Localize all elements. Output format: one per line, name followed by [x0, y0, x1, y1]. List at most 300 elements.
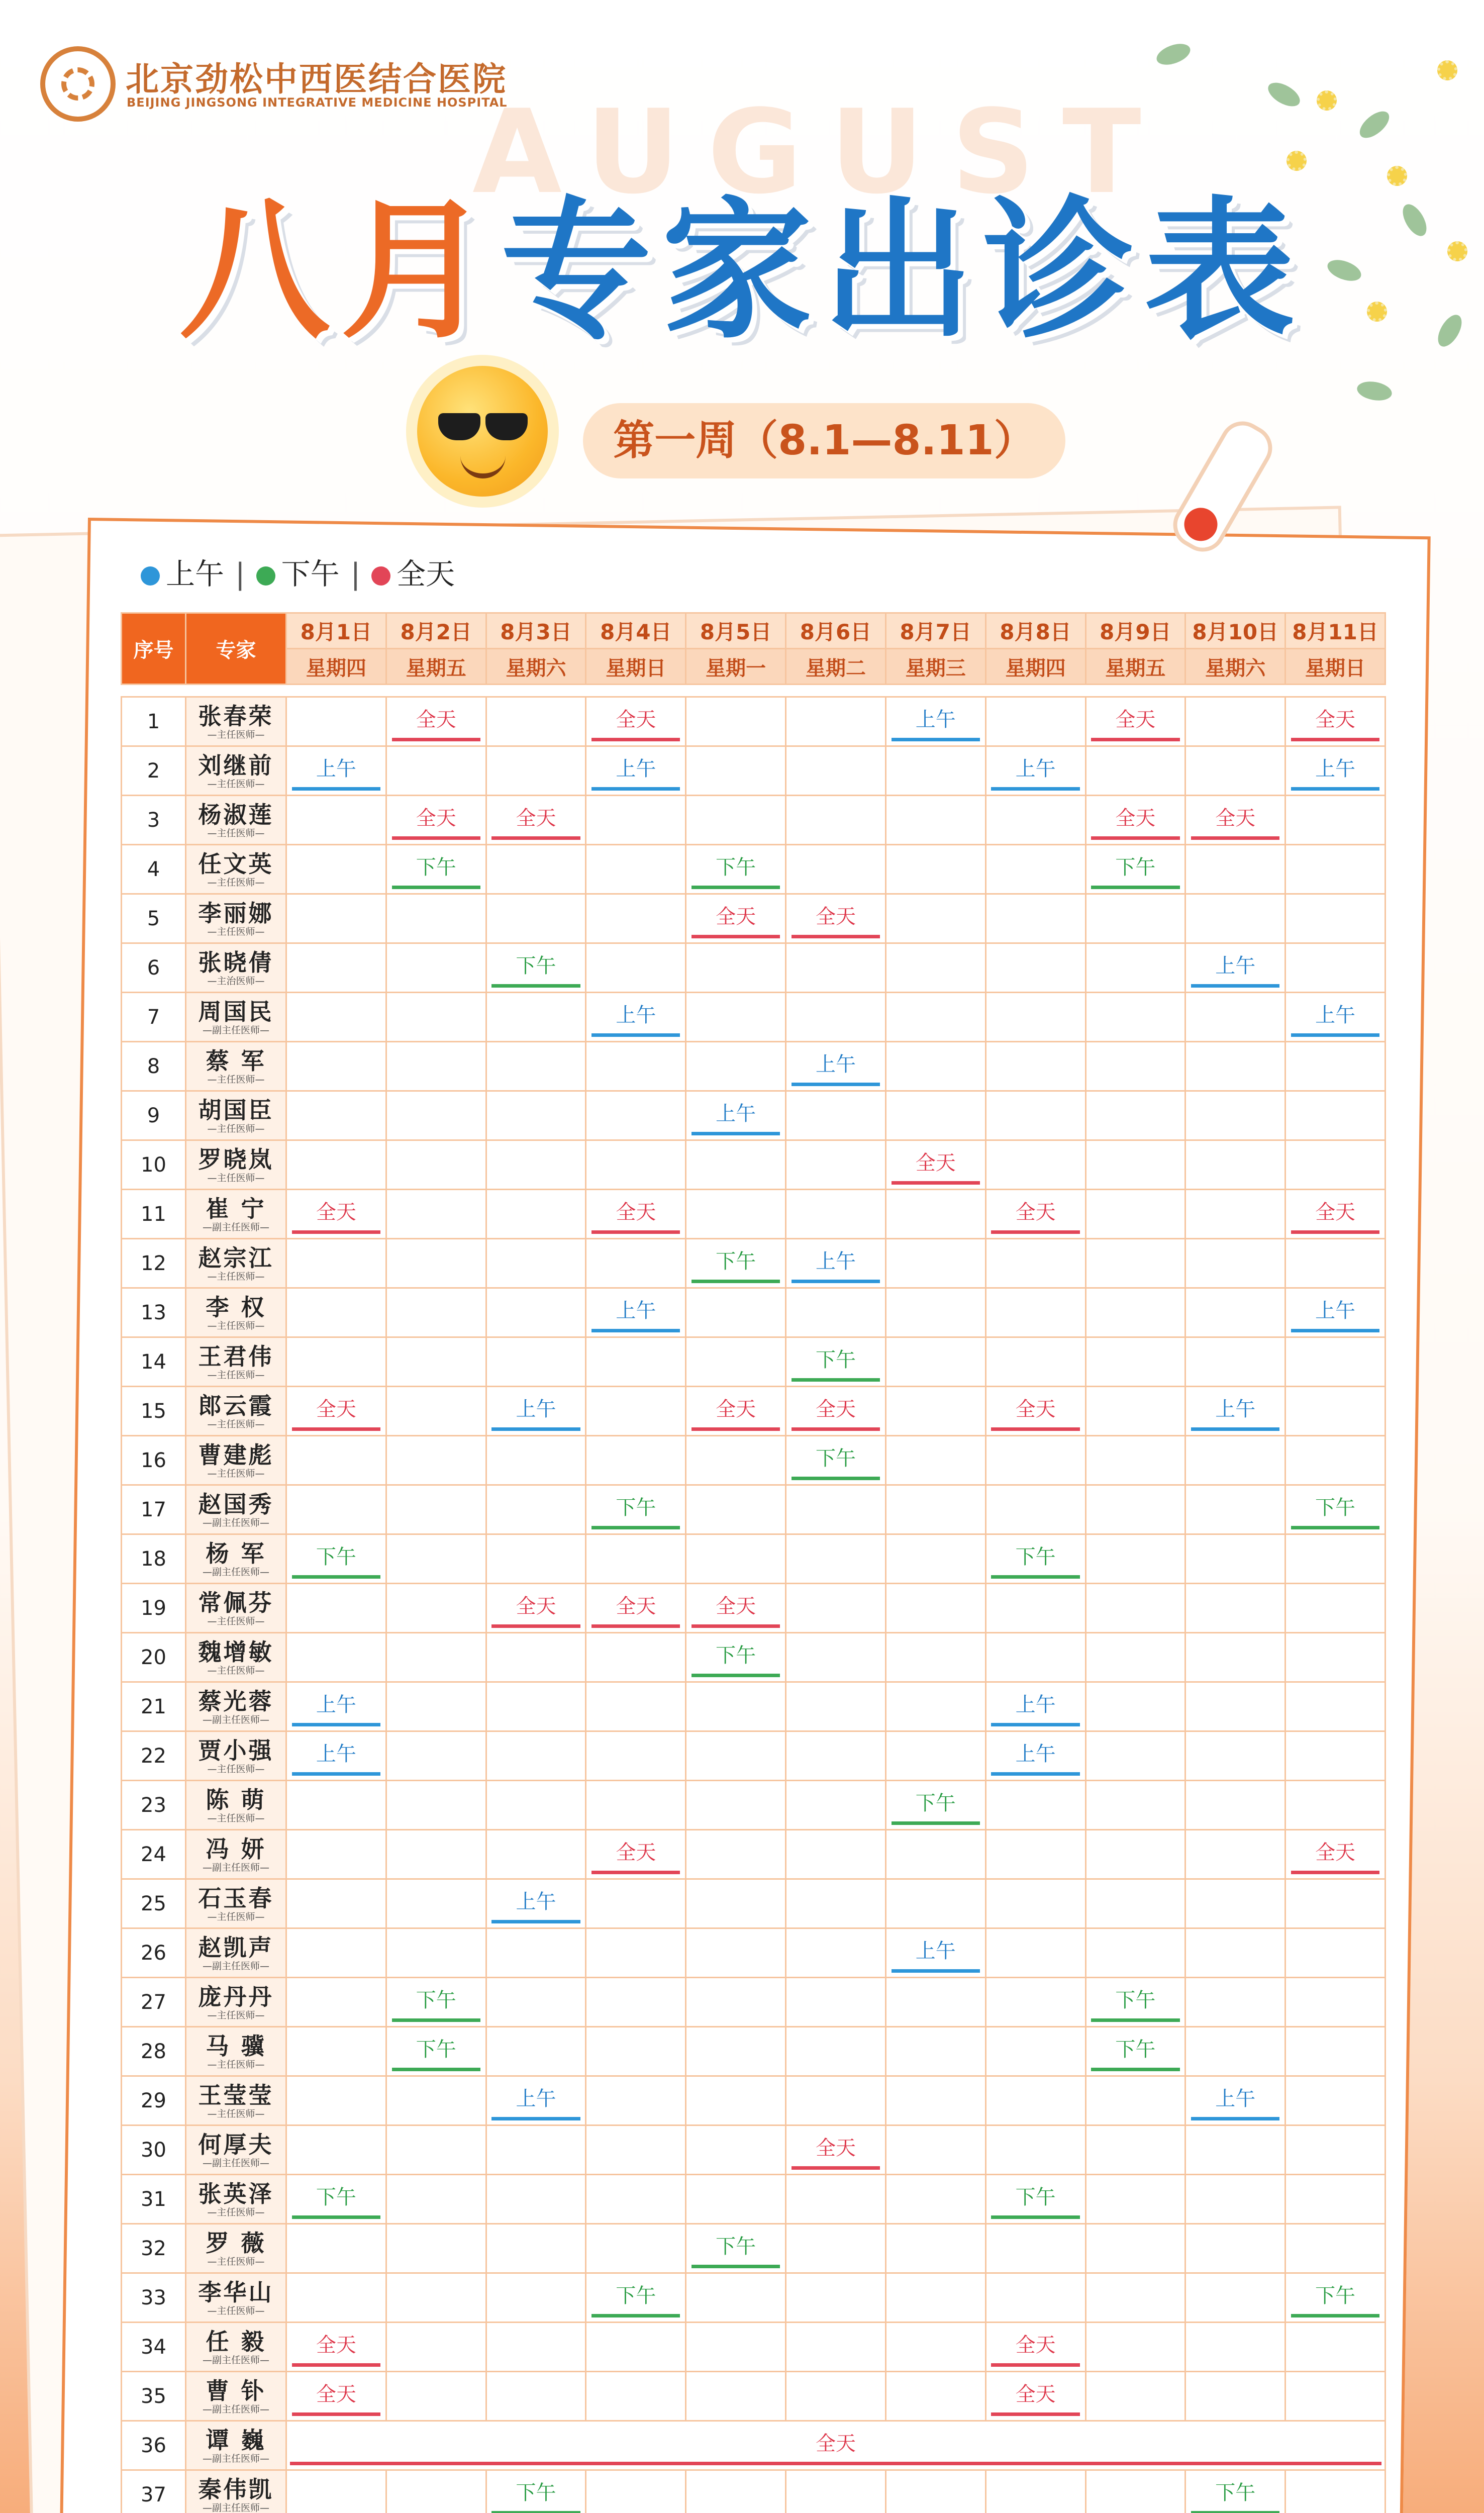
header-index: 序号	[122, 613, 186, 685]
slot-fullday: 全天	[292, 1194, 380, 1234]
header-weekday: 星期五	[1085, 649, 1185, 685]
schedule-cell	[686, 1337, 786, 1387]
doctor-cell	[186, 1633, 286, 1682]
row-index: 6	[122, 943, 186, 993]
table-row	[122, 2027, 1386, 2076]
header-date: 8月4日	[586, 613, 686, 649]
schedule-cell	[386, 1534, 486, 1584]
schedule-cell	[1285, 2076, 1386, 2125]
schedule-cell	[1185, 1091, 1285, 1140]
schedule-cell	[1085, 697, 1185, 746]
schedule-cell	[686, 1436, 786, 1485]
row-index: 33	[122, 2273, 186, 2323]
schedule-cell	[1085, 1781, 1185, 1830]
schedule-cell	[686, 1978, 786, 2027]
schedule-cell	[286, 1633, 386, 1682]
schedule-cell	[386, 746, 486, 796]
schedule-cell	[486, 1584, 586, 1633]
schedule-cell	[1185, 1140, 1285, 1190]
schedule-cell	[586, 2125, 686, 2175]
schedule-cell	[1185, 2470, 1285, 2513]
title-main: 专家出诊表	[501, 183, 1305, 359]
schedule-cell	[1085, 1830, 1185, 1879]
schedule-cell	[1185, 1190, 1285, 1239]
schedule-cell	[486, 2470, 586, 2513]
doctor-title: —主任医师—	[207, 1911, 265, 1922]
schedule-cell	[486, 1731, 586, 1781]
schedule-cell	[686, 1239, 786, 1288]
header-weekday: 星期六	[1185, 649, 1285, 685]
schedule-cell	[1285, 2224, 1386, 2273]
row-index: 9	[122, 1091, 186, 1140]
schedule-cell	[1085, 1682, 1185, 1731]
schedule-cell	[486, 943, 586, 993]
row-index: 12	[122, 1239, 186, 1288]
header-weekday: 星期日	[586, 649, 686, 685]
legend-morning-dot-icon	[141, 566, 160, 586]
doctor-name: 曹 钋	[206, 2377, 266, 2404]
schedule-table	[121, 612, 1386, 2513]
schedule-cell	[486, 2175, 586, 2224]
schedule-cell	[1285, 2125, 1386, 2175]
slot-morning: 上午	[792, 1243, 880, 1283]
slot-afternoon: 下午	[392, 2032, 480, 2071]
row-index: 18	[122, 1534, 186, 1584]
schedule-cell	[1085, 1584, 1185, 1633]
schedule-cell	[885, 1534, 985, 1584]
slot-fullday: 全天	[792, 1391, 880, 1431]
schedule-cell	[586, 2273, 686, 2323]
schedule-cell	[885, 1387, 985, 1436]
schedule-cell	[286, 1091, 386, 1140]
schedule-cell-allweek	[286, 2421, 1386, 2470]
slot-afternoon: 下午	[292, 2179, 380, 2219]
slot-fullday: 全天	[991, 2327, 1079, 2367]
doctor-name: 何厚夫	[198, 2131, 274, 2158]
schedule-cell	[985, 1288, 1085, 1337]
schedule-cell	[1285, 2273, 1386, 2323]
slot-fullday: 全天	[491, 1588, 580, 1628]
schedule-cell	[985, 1731, 1085, 1781]
header-date: 8月9日	[1085, 613, 1185, 649]
doctor-name: 秦伟凯	[198, 2475, 274, 2503]
doctor-name: 曹建彪	[198, 1441, 274, 1469]
schedule-cell	[985, 2372, 1085, 2421]
schedule-cell	[1185, 1584, 1285, 1633]
schedule-cell	[1285, 943, 1386, 993]
slot-fullday: 全天	[691, 1588, 780, 1628]
row-index: 3	[122, 796, 186, 845]
schedule-cell	[1085, 1239, 1185, 1288]
schedule-cell	[686, 1584, 786, 1633]
schedule-cell	[1285, 1436, 1386, 1485]
slot-afternoon: 下午	[691, 2229, 780, 2268]
schedule-cell	[386, 1781, 486, 1830]
table-row	[122, 2224, 1386, 2273]
slot-morning: 上午	[691, 1096, 780, 1135]
doctor-title: —主任医师—	[207, 2059, 265, 2070]
schedule-cell	[1185, 2125, 1285, 2175]
schedule-cell	[786, 1387, 886, 1436]
doctor-name: 任文英	[198, 850, 274, 878]
doctor-name: 周国民	[198, 998, 274, 1025]
schedule-cell	[586, 2224, 686, 2273]
schedule-cell	[786, 2125, 886, 2175]
schedule-cell	[1285, 1288, 1386, 1337]
schedule-cell	[486, 1978, 586, 2027]
schedule-cell	[1085, 2027, 1185, 2076]
doctor-cell	[186, 894, 286, 943]
schedule-cell	[1185, 1633, 1285, 1682]
schedule-cell	[586, 1731, 686, 1781]
table-row	[122, 1042, 1386, 1091]
slot-morning: 上午	[991, 1736, 1079, 1776]
schedule-cell	[1085, 1190, 1185, 1239]
row-index: 19	[122, 1584, 186, 1633]
schedule-cell	[985, 1239, 1085, 1288]
schedule-cell	[686, 1928, 786, 1978]
schedule-cell	[686, 2470, 786, 2513]
schedule-cell	[686, 2125, 786, 2175]
schedule-cell	[985, 1879, 1085, 1928]
doctor-name: 胡国臣	[198, 1096, 274, 1124]
schedule-cell	[686, 2027, 786, 2076]
schedule-cell	[885, 1190, 985, 1239]
slot-fullday: 全天	[392, 702, 480, 741]
row-index: 10	[122, 1140, 186, 1190]
table-row	[122, 2372, 1386, 2421]
schedule-cell	[486, 1288, 586, 1337]
schedule-cell	[486, 2372, 586, 2421]
doctor-name: 谭 巍	[206, 2426, 266, 2454]
header-date: 8月2日	[386, 613, 486, 649]
schedule-cell	[1185, 746, 1285, 796]
doctor-title: —副主任医师—	[202, 1960, 269, 1972]
schedule-cell	[885, 1091, 985, 1140]
schedule-cell	[486, 1928, 586, 1978]
schedule-cell	[686, 1682, 786, 1731]
schedule-cell	[286, 1781, 386, 1830]
schedule-cell	[1285, 1534, 1386, 1584]
schedule-cell	[985, 2273, 1085, 2323]
schedule-cell	[1285, 1140, 1386, 1190]
hospital-name-cn: 北京劲松中西医结合医院	[126, 60, 507, 99]
schedule-cell	[686, 1190, 786, 1239]
schedule-cell	[386, 1830, 486, 1879]
schedule-cell	[1185, 1830, 1285, 1879]
slot-morning: 上午	[1291, 751, 1379, 791]
schedule-cell	[885, 2273, 985, 2323]
schedule-cell	[1185, 993, 1285, 1042]
table-row	[122, 2323, 1386, 2372]
schedule-cell	[985, 2470, 1085, 2513]
schedule-cell	[286, 1584, 386, 1633]
schedule-cell	[1185, 1288, 1285, 1337]
slot-fullday: 全天	[591, 702, 680, 741]
doctor-name: 张春荣	[198, 702, 274, 730]
schedule-cell	[686, 2372, 786, 2421]
schedule-cell	[985, 943, 1085, 993]
legend-afternoon-dot-icon	[256, 566, 275, 586]
schedule-cell	[686, 1140, 786, 1190]
schedule-cell	[1285, 1682, 1386, 1731]
schedule-cell	[786, 1337, 886, 1387]
schedule-cell	[1185, 1337, 1285, 1387]
doctor-title: —主任医师—	[207, 2305, 265, 2316]
schedule-cell	[486, 2323, 586, 2372]
slot-fullday: 全天	[792, 899, 880, 938]
table-row	[122, 2125, 1386, 2175]
schedule-cell	[985, 697, 1085, 746]
doctor-title: —副主任医师—	[202, 2157, 269, 2169]
doctor-name: 崔 宁	[206, 1195, 266, 1222]
row-index: 24	[122, 1830, 186, 1879]
schedule-cell	[686, 894, 786, 943]
schedule-cell	[286, 1288, 386, 1337]
schedule-cell	[1085, 1436, 1185, 1485]
doctor-name: 杨淑莲	[198, 801, 274, 828]
schedule-cell	[786, 1239, 886, 1288]
doctor-title: —主任医师—	[207, 2206, 265, 2218]
table-row	[122, 1534, 1386, 1584]
table-row	[122, 1584, 1386, 1633]
schedule-cell	[1085, 1140, 1185, 1190]
header-weekday: 星期二	[786, 649, 886, 685]
slot-afternoon: 下午	[792, 1440, 880, 1480]
schedule-cell	[885, 894, 985, 943]
slot-morning: 上午	[591, 997, 680, 1037]
schedule-cell	[1085, 1978, 1185, 2027]
schedule-cell	[686, 1879, 786, 1928]
schedule-cell	[885, 2372, 985, 2421]
schedule-cell	[486, 1485, 586, 1534]
schedule-cell	[286, 796, 386, 845]
schedule-cell	[786, 2027, 886, 2076]
row-index: 27	[122, 1978, 186, 2027]
schedule-cell	[486, 2224, 586, 2273]
schedule-cell	[1185, 1731, 1285, 1781]
schedule-cell	[286, 2175, 386, 2224]
schedule-cell	[386, 1436, 486, 1485]
schedule-cell	[686, 746, 786, 796]
doctor-title: —主治医师—	[207, 975, 265, 987]
schedule-cell	[985, 2323, 1085, 2372]
schedule-cell	[985, 1337, 1085, 1387]
schedule-cell	[786, 894, 886, 943]
schedule-cell	[1185, 894, 1285, 943]
schedule-cell	[1085, 2273, 1185, 2323]
slot-morning: 上午	[591, 751, 680, 791]
doctor-cell	[186, 1879, 286, 1928]
doctor-name: 杨 军	[206, 1539, 266, 1567]
slot-afternoon: 下午	[591, 1490, 680, 1529]
schedule-cell	[286, 746, 386, 796]
slot-morning: 上午	[1191, 2081, 1279, 2120]
schedule-cell	[1085, 2224, 1185, 2273]
schedule-cell	[985, 1387, 1085, 1436]
schedule-cell	[386, 894, 486, 943]
schedule-cell	[985, 1978, 1085, 2027]
schedule-cell	[486, 1140, 586, 1190]
schedule-cell	[885, 1879, 985, 1928]
header-weekday: 星期四	[286, 649, 386, 685]
schedule-cell	[1185, 2372, 1285, 2421]
table-row	[122, 1928, 1386, 1978]
schedule-cell	[1285, 1830, 1386, 1879]
slot-morning: 上午	[591, 1293, 680, 1332]
schedule-cell	[985, 1928, 1085, 1978]
schedule-cell	[985, 1436, 1085, 1485]
schedule-cell	[1085, 1485, 1185, 1534]
schedule-cell	[486, 1436, 586, 1485]
table-row	[122, 894, 1386, 943]
slot-fullday: 全天	[1291, 1194, 1379, 1234]
schedule-cell	[586, 2076, 686, 2125]
schedule-cell	[885, 845, 985, 894]
slot-morning: 上午	[1291, 997, 1379, 1037]
schedule-cell	[386, 1042, 486, 1091]
slot-morning: 上午	[292, 751, 380, 791]
row-index: 35	[122, 2372, 186, 2421]
legend-afternoon: 下午	[281, 557, 340, 591]
slot-afternoon: 下午	[1191, 2475, 1279, 2513]
slot-afternoon: 下午	[691, 849, 780, 889]
schedule-cell	[486, 1682, 586, 1731]
schedule-cell	[885, 1042, 985, 1091]
doctor-cell	[186, 993, 286, 1042]
schedule-cell	[286, 845, 386, 894]
doctor-cell	[186, 1731, 286, 1781]
slot-fullday: 全天	[991, 1194, 1079, 1234]
schedule-cell	[286, 1190, 386, 1239]
legend-fullday-dot-icon	[371, 566, 390, 586]
schedule-cell	[586, 1928, 686, 1978]
row-index: 29	[122, 2076, 186, 2125]
schedule-cell	[286, 1387, 386, 1436]
schedule-cell	[586, 2470, 686, 2513]
table-row	[122, 1288, 1386, 1337]
slot-fullday: 全天	[1291, 1834, 1379, 1874]
table-row	[122, 1682, 1386, 1731]
schedule-cell	[1085, 1731, 1185, 1781]
schedule-cell	[486, 2076, 586, 2125]
doctor-title: —主任医师—	[207, 1615, 265, 1627]
schedule-cell	[1085, 1042, 1185, 1091]
schedule-cell	[1285, 993, 1386, 1042]
table-row	[122, 1731, 1386, 1781]
schedule-cell	[1185, 2273, 1285, 2323]
schedule-cell	[486, 1239, 586, 1288]
schedule-cell	[686, 1288, 786, 1337]
schedule-cell	[1285, 1190, 1386, 1239]
schedule-cell	[586, 1140, 686, 1190]
schedule-cell	[786, 1140, 886, 1190]
schedule-cell	[885, 1928, 985, 1978]
row-index: 1	[122, 697, 186, 746]
doctor-title: —主任医师—	[207, 1123, 265, 1134]
schedule-cell	[386, 993, 486, 1042]
doctor-name: 王莹莹	[198, 2081, 274, 2109]
legend	[141, 550, 455, 593]
schedule-cell	[586, 1584, 686, 1633]
schedule-cell	[586, 845, 686, 894]
schedule-cell	[1185, 796, 1285, 845]
schedule-cell	[1085, 1928, 1185, 1978]
schedule-cell	[486, 2273, 586, 2323]
doctor-title: —副主任医师—	[202, 2354, 269, 2366]
doctor-cell	[186, 1042, 286, 1091]
schedule-cell	[486, 993, 586, 1042]
schedule-cell	[286, 2323, 386, 2372]
slot-morning: 上午	[892, 702, 980, 741]
schedule-cell	[786, 1042, 886, 1091]
legend-fullday: 全天	[397, 557, 455, 591]
schedule-cell	[786, 1584, 886, 1633]
slot-morning: 上午	[491, 1391, 580, 1431]
slot-fullday: 全天	[691, 1391, 780, 1431]
schedule-cell	[686, 697, 786, 746]
schedule-cell	[885, 1140, 985, 1190]
schedule-cell	[386, 1879, 486, 1928]
schedule-cell	[1185, 1436, 1285, 1485]
schedule-cell	[786, 1091, 886, 1140]
schedule-cell	[1285, 1485, 1386, 1534]
schedule-cell	[1085, 1387, 1185, 1436]
doctor-name: 庞丹丹	[198, 1983, 274, 2010]
schedule-cell	[786, 1879, 886, 1928]
header-weekday: 星期四	[985, 649, 1085, 685]
slot-afternoon: 下午	[591, 2278, 680, 2317]
doctor-cell	[186, 1140, 286, 1190]
schedule-cell	[386, 1140, 486, 1190]
schedule-cell	[1285, 2470, 1386, 2513]
doctor-title: —主任医师—	[207, 1418, 265, 1430]
schedule-cell	[686, 2175, 786, 2224]
header-date: 8月8日	[985, 613, 1085, 649]
doctor-name: 张英泽	[198, 2180, 274, 2207]
schedule-cell	[286, 1830, 386, 1879]
row-index: 2	[122, 746, 186, 796]
schedule-cell	[985, 993, 1085, 1042]
table-row	[122, 1633, 1386, 1682]
doctor-name: 陈 萌	[206, 1786, 266, 1813]
schedule-cell	[686, 845, 786, 894]
schedule-cell	[586, 894, 686, 943]
schedule-cell	[586, 1534, 686, 1584]
header-date: 8月11日	[1285, 613, 1386, 649]
schedule-cell	[1285, 894, 1386, 943]
schedule-cell	[1285, 2027, 1386, 2076]
schedule-cell	[586, 796, 686, 845]
schedule-cell	[386, 1337, 486, 1387]
row-index: 8	[122, 1042, 186, 1091]
schedule-cell	[586, 1091, 686, 1140]
schedule-cell	[1185, 1534, 1285, 1584]
schedule-cell	[386, 2076, 486, 2125]
schedule-cell	[686, 1781, 786, 1830]
schedule-cell	[1085, 943, 1185, 993]
table-row	[122, 2273, 1386, 2323]
schedule-cell	[286, 1485, 386, 1534]
slot-fullday: 全天	[991, 2376, 1079, 2416]
doctor-cell	[186, 1682, 286, 1731]
slot-afternoon: 下午	[892, 1785, 980, 1825]
schedule-cell	[1185, 2175, 1285, 2224]
schedule-cell	[686, 1091, 786, 1140]
week-label: 第一周（8.1—8.11）	[583, 403, 1065, 478]
schedule-cell	[885, 1731, 985, 1781]
slot-morning: 上午	[491, 2081, 580, 2120]
